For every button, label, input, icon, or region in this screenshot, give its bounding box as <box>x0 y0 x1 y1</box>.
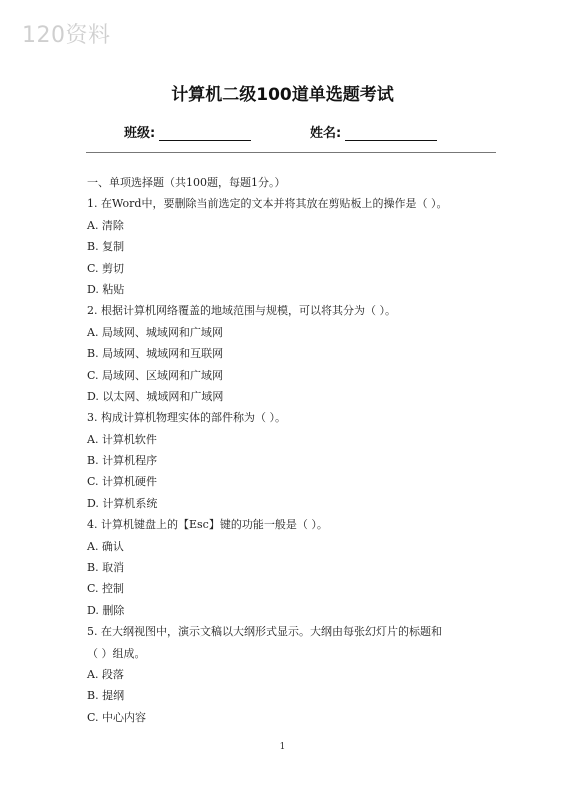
question-5-option-c: C. 中心内容 <box>87 710 147 724</box>
question-4-option-c: C. 控制 <box>87 582 125 596</box>
name-blank-line <box>345 126 437 141</box>
question-3: 3. 构成计算机物理实体的部件称为（ ）。 <box>87 411 286 425</box>
watermark: 120资料 <box>22 23 111 48</box>
question-2-option-b: B. 局域网、城域网和互联网 <box>87 347 224 361</box>
question-3-option-b: B. 计算机程序 <box>87 454 158 468</box>
question-1: 1. 在Word中，要删除当前选定的文本并将其放在剪贴板上的操作是（ ）。 <box>87 197 448 211</box>
section-heading: 一、单项选择题（共100题，每题1分。） <box>87 176 286 189</box>
question-2-option-c: C. 局域网、区域网和广域网 <box>87 368 224 382</box>
student-info-fields <box>0 122 565 142</box>
class-field <box>124 122 251 141</box>
question-list <box>87 172 497 728</box>
question-4-option-d: D. 删除 <box>87 603 125 617</box>
question-5: 5. 在大纲视图中，演示文稿以大纲形式显示。大纲由每张幻灯片的标题和 <box>87 625 442 639</box>
question-1-option-a: A. 清除 <box>87 218 124 232</box>
header-divider <box>86 152 496 153</box>
question-4-option-a: A. 确认 <box>87 539 124 553</box>
question-2: 2. 根据计算机网络覆盖的地域范围与规模，可以将其分为（ ）。 <box>87 304 396 318</box>
question-3-option-a: A. 计算机软件 <box>87 432 157 446</box>
question-3-option-c: C. 计算机硬件 <box>87 475 158 489</box>
class-blank-line <box>159 126 251 141</box>
page-title: 计算机二级100道单选题考试 <box>171 85 394 105</box>
question-1-option-d: D. 粘贴 <box>87 282 125 296</box>
question-2-option-d: D. 以太网、城域网和广域网 <box>87 389 224 403</box>
question-1-option-b: B. 复制 <box>87 240 125 254</box>
question-5-option-a: A. 段落 <box>87 667 124 681</box>
name-label: 姓名: <box>310 126 342 141</box>
name-field <box>310 122 437 141</box>
page-number: 1 <box>279 742 286 752</box>
question-3-option-d: D. 计算机系统 <box>87 496 158 510</box>
class-label: 班级: <box>124 126 156 141</box>
question-1-option-c: C. 剪切 <box>87 261 125 275</box>
question-2-option-a: A. 局域网、城域网和广域网 <box>87 325 223 339</box>
question-4-option-b: B. 取消 <box>87 561 125 575</box>
question-4: 4. 计算机键盘上的【Esc】键的功能一般是（ ）。 <box>87 518 328 532</box>
question-5-continued: （ ）组成。 <box>87 646 146 660</box>
question-5-option-b: B. 提纲 <box>87 689 125 703</box>
